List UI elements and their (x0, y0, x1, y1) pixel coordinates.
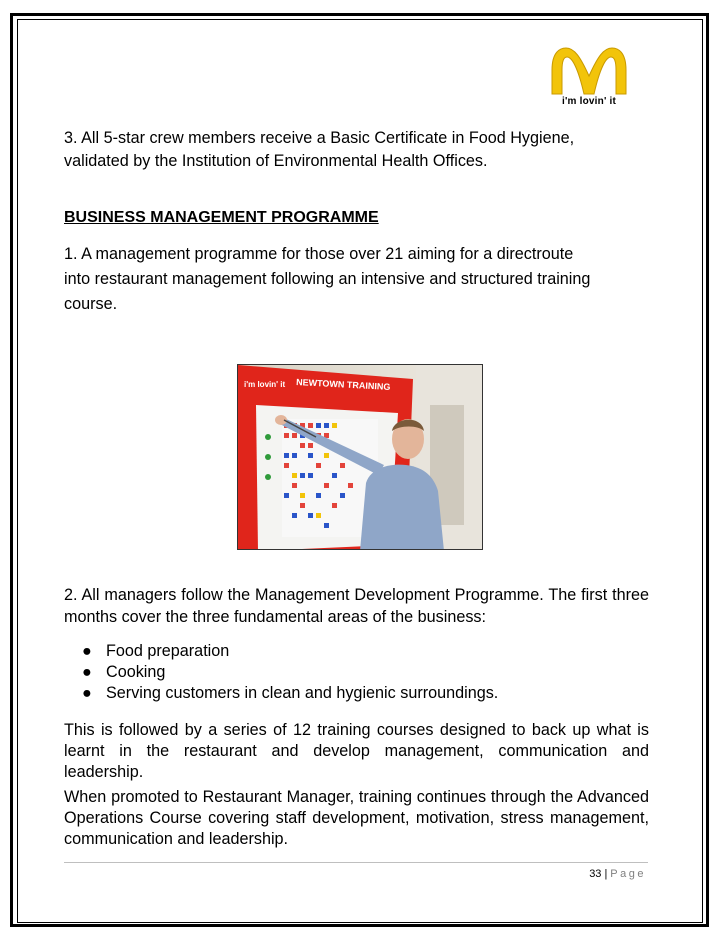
section-heading: BUSINESS MANAGEMENT PROGRAMME (64, 209, 379, 226)
list-item-text: Serving customers in clean and hygienic surroundings. (106, 684, 499, 702)
golden-arches-icon (544, 46, 634, 96)
logo-tagline: i'm lovin' it (561, 96, 617, 107)
training-board-photo (237, 364, 483, 550)
page-label: Page (610, 868, 646, 880)
paragraph-line: 3. All 5-star crew members receive a Basic Certificate in Food Hygiene, (64, 129, 575, 147)
bullet-icon: ● (82, 663, 92, 681)
mcdonalds-logo (544, 46, 634, 114)
board-logo-icon (244, 380, 285, 389)
list-item-text: Food preparation (106, 642, 230, 660)
page-footer (589, 868, 646, 880)
bullet-icon: ● (82, 642, 92, 660)
paragraph-line: into restaurant management following an intensive and structured training (64, 270, 591, 288)
management-development-paragraph: 2. All managers follow the Management Development Programme. The first three months cover the three fundamental areas of the business: (64, 586, 649, 626)
svg-text:NEWTOWN TRAINING: NEWTOWN TRAINING (295, 377, 391, 392)
list-item (78, 641, 498, 662)
bullet-icon: ● (82, 684, 92, 702)
footer-divider (64, 862, 648, 863)
list-item (78, 683, 498, 704)
fundamental-areas-list (78, 641, 498, 704)
restaurant-manager-paragraph: When promoted to Restaurant Manager, training continues through the Advanced Operations Course covering staff development, motivation, stress management, communication and leadership. (64, 788, 649, 848)
list-item (78, 662, 498, 683)
list-item-text: Cooking (106, 663, 166, 681)
crew-certificate-paragraph (64, 127, 649, 173)
svg-text:i'm lovin' it: i'm lovin' it (244, 380, 286, 389)
page-number: 33 (589, 868, 602, 880)
paragraph-line: course. (64, 295, 118, 313)
training-courses-paragraph: This is followed by a series of 12 training courses designed to back up what is learnt in the restaurant and develop management, communication and leadership. (64, 721, 649, 781)
paragraph-line: 1. A management programme for those over 21 aiming for a directroute (64, 245, 574, 263)
footer-separator: | (604, 868, 608, 880)
management-programme-paragraph (64, 242, 649, 317)
paragraph-line: validated by the Institution of Environmental Health Offices. (64, 152, 488, 170)
